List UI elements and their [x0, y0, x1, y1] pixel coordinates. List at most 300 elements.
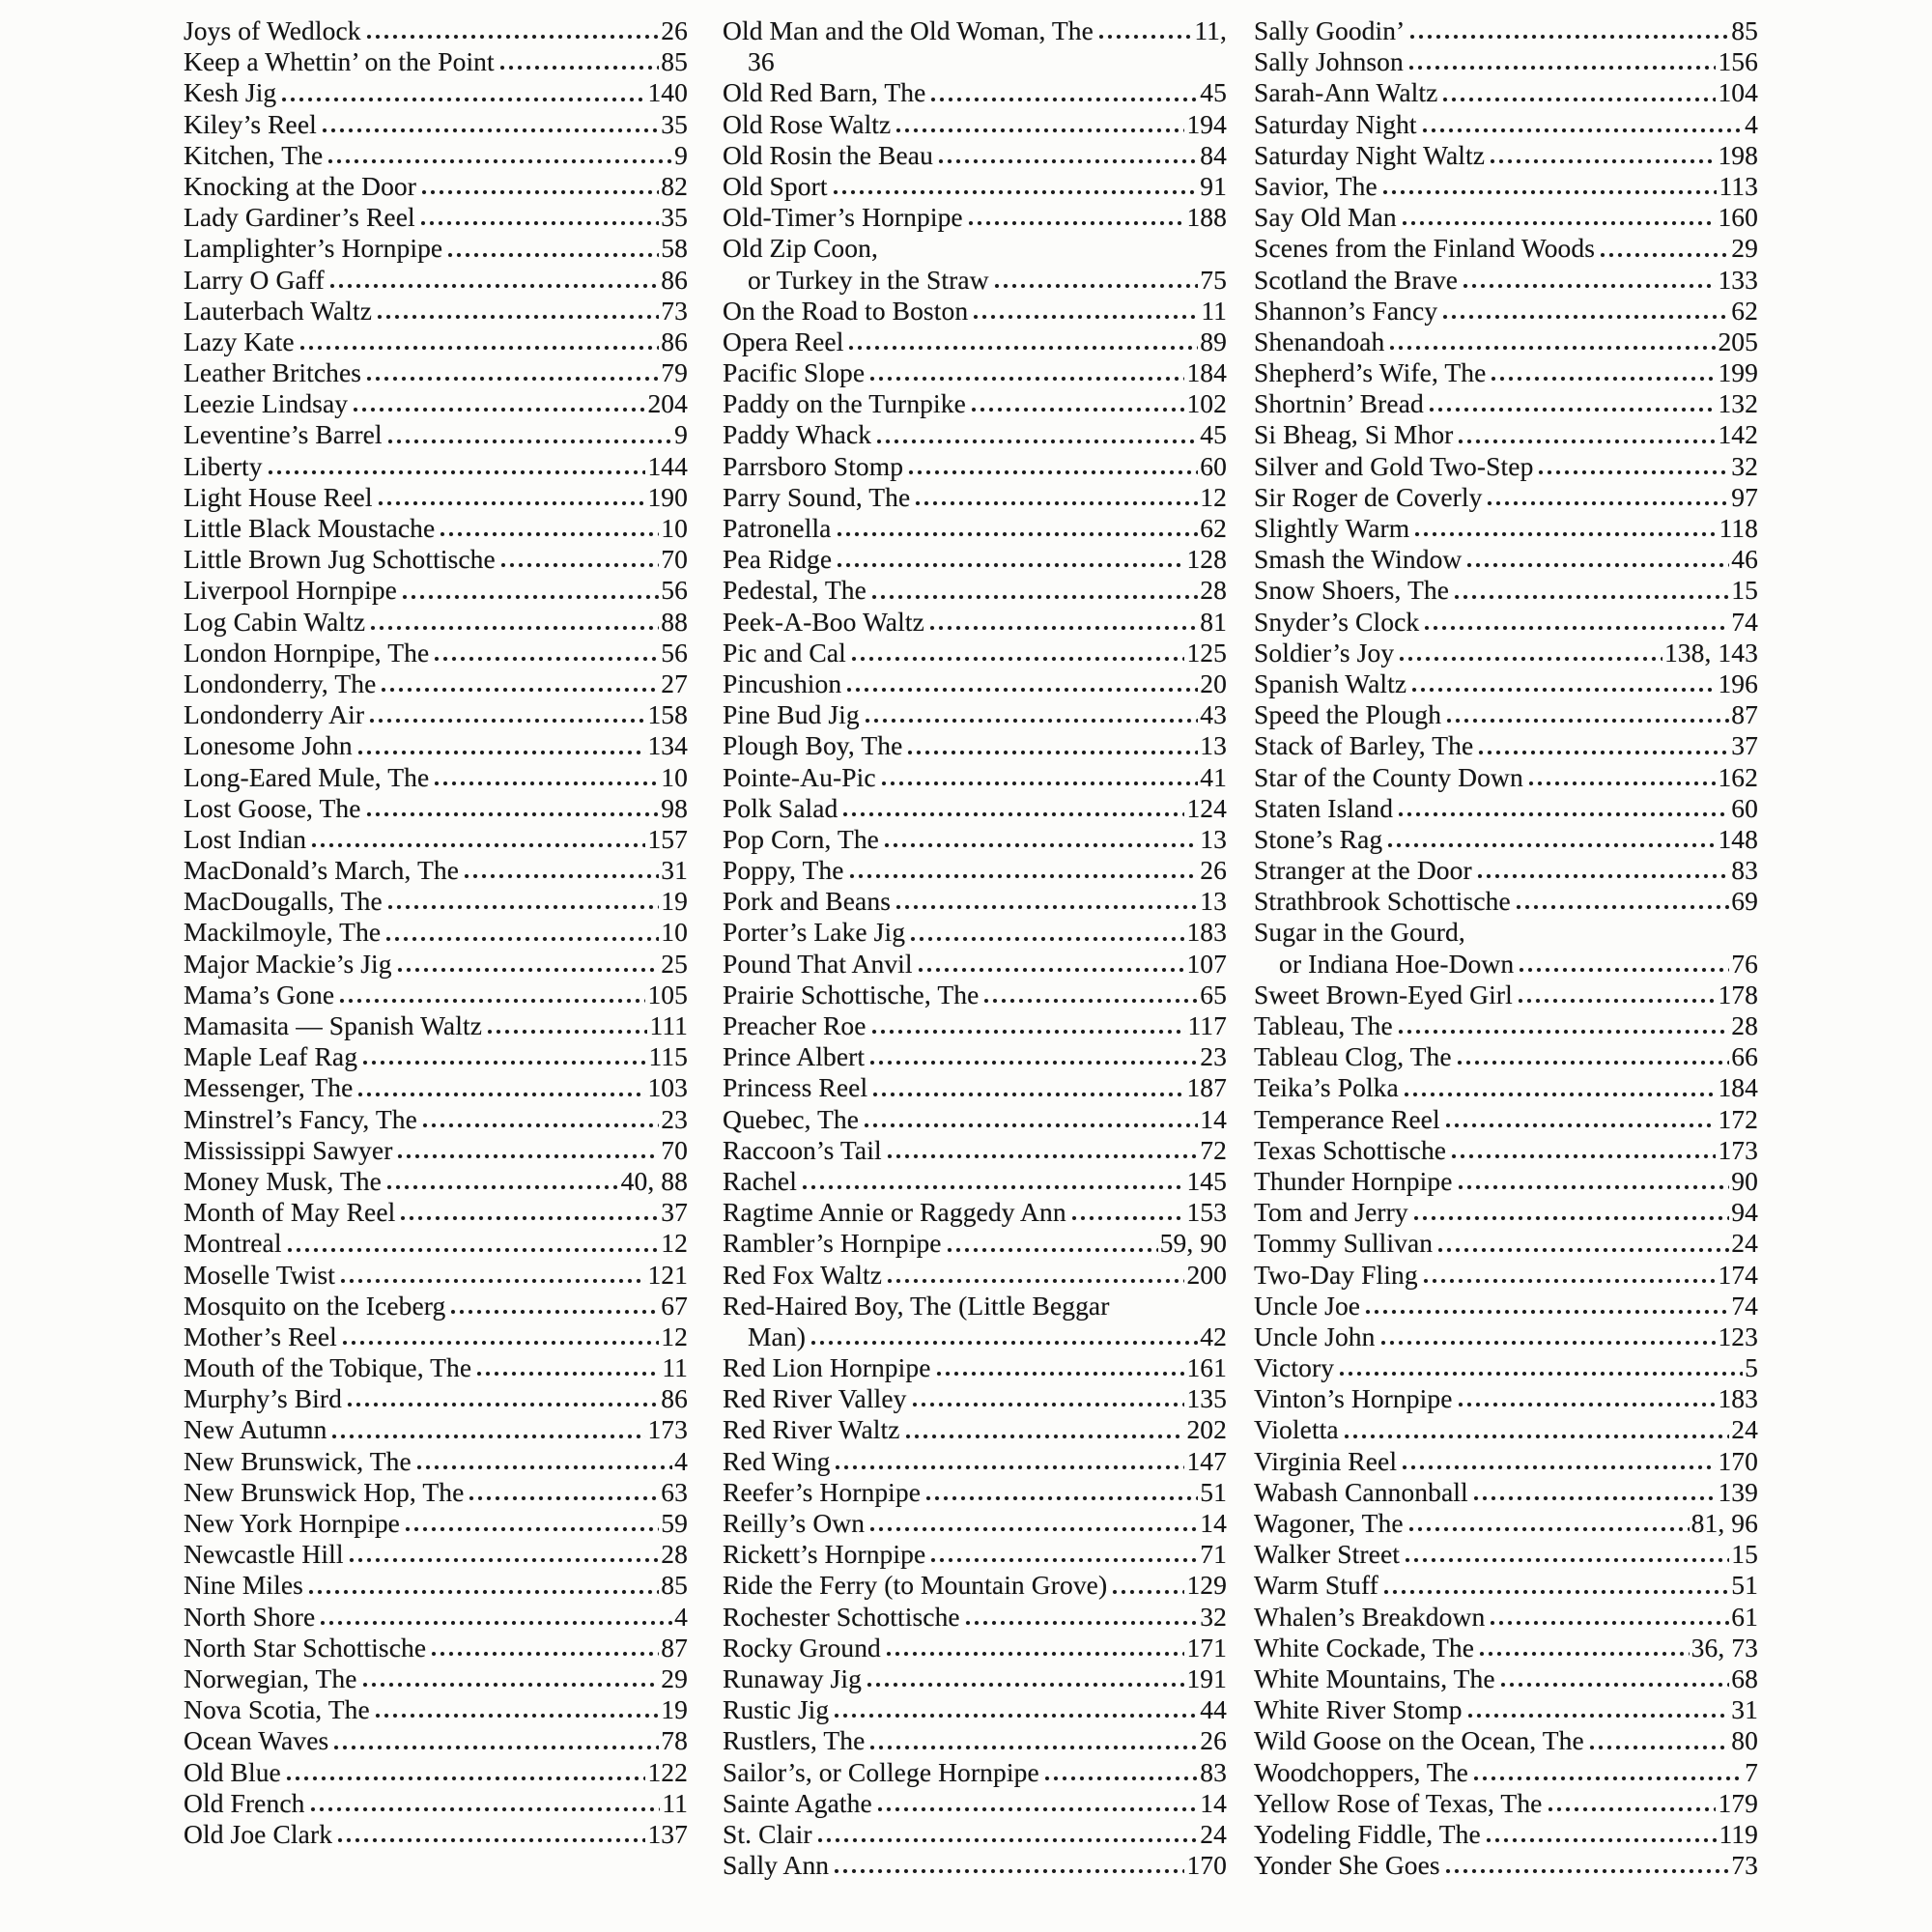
- entry-page-number: 83: [1200, 1756, 1227, 1787]
- index-entry: [184, 762, 688, 793]
- index-entry: [184, 109, 688, 140]
- entry-title: Sarah-Ann Waltz: [1254, 77, 1438, 108]
- dot-leader: [930, 97, 1198, 102]
- dot-leader: [366, 811, 660, 817]
- index-entry: [1254, 980, 1758, 1010]
- index-entry: [184, 1104, 688, 1135]
- index-entry: [723, 1041, 1227, 1072]
- entry-page-number: 133: [1718, 264, 1758, 295]
- entry-title: Spanish Waltz: [1254, 668, 1407, 698]
- entry-page-number: 37: [1731, 730, 1758, 761]
- index-entry: [1254, 1228, 1758, 1259]
- dot-leader: [1467, 1713, 1730, 1719]
- index-entry: [1254, 607, 1758, 638]
- entry-page-number: 4: [674, 1601, 688, 1632]
- index-entry: [184, 46, 688, 77]
- entry-page-number: 148: [1718, 823, 1758, 854]
- entry-title: Shepherd’s Wife, The: [1254, 357, 1487, 388]
- entry-title: Leezie Lindsay: [184, 388, 349, 419]
- dot-leader: [337, 1837, 645, 1843]
- index-entry: [184, 265, 688, 296]
- index-entry: [1254, 140, 1758, 171]
- entry-title: Pork and Beans: [723, 886, 892, 917]
- entry-title: Warm Stuff: [1254, 1570, 1378, 1601]
- dot-leader: [833, 189, 1199, 195]
- entry-title: Uncle John: [1254, 1321, 1376, 1351]
- dot-leader: [1411, 687, 1716, 693]
- entry-page-number: 13: [1200, 886, 1227, 917]
- dot-leader: [802, 1184, 1184, 1190]
- entry-page-number: 65: [1200, 979, 1227, 1009]
- dot-leader: [1112, 1589, 1184, 1595]
- dot-leader: [370, 625, 659, 631]
- dot-leader: [907, 750, 1198, 755]
- entry-title: Old-Timer’s Hornpipe: [723, 202, 963, 233]
- entry-title: New Brunswick, The: [184, 1445, 412, 1476]
- entry-page-number: 202: [1186, 1414, 1227, 1445]
- dot-leader: [310, 1806, 661, 1812]
- index-entry: [184, 202, 688, 233]
- entry-page-number: 137: [647, 1818, 688, 1849]
- index-entry: [723, 77, 1227, 108]
- dot-leader: [431, 1651, 659, 1657]
- entry-page-number: 81, 96: [1690, 1508, 1758, 1538]
- entry-title: Two-Day Fling: [1254, 1259, 1418, 1290]
- entry-title: Sally Goodin’: [1254, 15, 1406, 45]
- entry-title: Soldier’s Joy: [1254, 637, 1395, 668]
- index-entry: [184, 1570, 688, 1601]
- dot-leader: [973, 314, 1199, 320]
- entry-page-number: 104: [1718, 77, 1758, 108]
- entry-title: Red Wing: [723, 1445, 831, 1476]
- entry-page-number: 198: [1718, 139, 1758, 170]
- dot-leader: [912, 1402, 1185, 1407]
- entry-page-number: 31: [661, 855, 688, 886]
- entry-title: Sailor’s, or College Hornpipe: [723, 1756, 1039, 1787]
- entry-title: Parrsboro Stomp: [723, 450, 904, 481]
- entry-page-number: 23: [1200, 1041, 1227, 1072]
- index-entry: [723, 1260, 1227, 1291]
- entry-title: Shannon’s Fancy: [1254, 295, 1438, 326]
- index-entry: [723, 1352, 1227, 1383]
- entry-title: Stranger at the Door: [1254, 855, 1472, 886]
- entry-title: Paddy Whack: [723, 419, 872, 450]
- entry-page-number: 51: [1731, 1570, 1758, 1601]
- entry-page-number: 7: [1745, 1756, 1758, 1787]
- dot-leader: [1071, 1215, 1185, 1221]
- index-entry: [184, 1321, 688, 1352]
- index-entry: [184, 1260, 688, 1291]
- entry-title: New Autumn: [184, 1414, 327, 1445]
- dot-leader: [872, 1092, 1184, 1097]
- dot-leader: [886, 1651, 1185, 1657]
- dot-leader: [386, 1184, 619, 1190]
- entry-page-number: 83: [1731, 855, 1758, 886]
- index-entry: [723, 1383, 1227, 1414]
- entry-title: Kitchen, The: [184, 139, 324, 170]
- entry-title: Thunder Hornpipe: [1254, 1165, 1453, 1196]
- dot-leader: [1389, 345, 1716, 351]
- dot-leader: [1466, 562, 1729, 568]
- dot-leader: [1491, 376, 1716, 382]
- entry-page-number: 87: [1731, 699, 1758, 730]
- entry-page-number: 14: [1200, 1103, 1227, 1134]
- entry-title: Londonderry Air: [184, 699, 365, 730]
- entry-title: Mosquito on the Iceberg: [184, 1290, 446, 1321]
- entry-page-number: 161: [1186, 1352, 1227, 1383]
- dot-leader: [1478, 750, 1729, 755]
- dot-leader: [405, 1526, 659, 1532]
- index-entry: [184, 357, 688, 388]
- entry-title: Liverpool Hornpipe: [184, 575, 397, 606]
- index-entry: [723, 1694, 1227, 1725]
- entry-page-number: 113: [1719, 170, 1758, 201]
- index-entry: [184, 1663, 688, 1694]
- entry-title: Log Cabin Waltz: [184, 606, 366, 637]
- index-entry: [1254, 1135, 1758, 1166]
- entry-page-number: 74: [1731, 1290, 1758, 1321]
- entry-page-number: 62: [1731, 295, 1758, 326]
- entry-title: Texas Schottische: [1254, 1134, 1447, 1165]
- dot-leader: [450, 1309, 659, 1315]
- index-entry: [1254, 1166, 1758, 1197]
- index-entry: [723, 140, 1227, 171]
- index-entry: [723, 1291, 1227, 1321]
- entry-page-number: 60: [1731, 792, 1758, 823]
- dot-leader: [871, 1029, 1186, 1035]
- entry-title: Lamplighter’s Hornpipe: [184, 233, 443, 264]
- entry-title: Pointe-Au-Pic: [723, 761, 876, 792]
- index-entry: [723, 1757, 1227, 1788]
- entry-title: Little Brown Jug Schottische: [184, 544, 496, 575]
- index-entry: [1254, 1757, 1758, 1788]
- entry-title: or Indiana Hoe-Down: [1279, 948, 1515, 979]
- entry-page-number: 76: [1731, 948, 1758, 979]
- entry-title: Shortnin’ Bread: [1254, 388, 1424, 419]
- entry-title: Woodchoppers, The: [1254, 1756, 1468, 1787]
- dot-leader: [971, 407, 1185, 412]
- index-entry: [723, 513, 1227, 544]
- entry-title: Tableau Clog, The: [1254, 1041, 1452, 1072]
- entry-page-number: 184: [1718, 1072, 1758, 1103]
- entry-page-number: 79: [661, 357, 688, 388]
- entry-page-number: 184: [1186, 357, 1227, 388]
- entry-page-number: 191: [1186, 1662, 1227, 1693]
- entry-title: Mississippi Sawyer: [184, 1134, 393, 1165]
- entry-title: North Shore: [184, 1601, 316, 1632]
- dot-leader: [1344, 1434, 1730, 1439]
- entry-page-number: 11: [1201, 295, 1227, 326]
- dot-leader: [1422, 128, 1743, 133]
- dot-leader: [929, 625, 1198, 631]
- entry-page-number: 67: [661, 1290, 688, 1321]
- entry-page-number: 14: [1200, 1508, 1227, 1538]
- entry-title: Old Blue: [184, 1756, 281, 1787]
- entry-page-number: 138, 143: [1663, 637, 1758, 668]
- dot-leader: [1383, 1589, 1729, 1595]
- entry-page-number: 111: [649, 1010, 688, 1040]
- index-entry: [723, 730, 1227, 761]
- dot-leader: [983, 998, 1198, 1004]
- index-entry: [1254, 699, 1758, 730]
- entry-page-number: 179: [1718, 1787, 1758, 1818]
- entry-page-number: 145: [1186, 1165, 1227, 1196]
- entry-page-number: 174: [1718, 1259, 1758, 1290]
- index-entry: [723, 1010, 1227, 1041]
- entry-title: Minstrel’s Fancy, The: [184, 1103, 417, 1134]
- dot-leader: [1473, 1495, 1717, 1501]
- entry-title: Wild Goose on the Ocean, The: [1254, 1725, 1584, 1756]
- index-entry: [723, 1446, 1227, 1477]
- entry-title: Pedestal, The: [723, 575, 867, 606]
- dot-leader: [887, 1153, 1199, 1159]
- entry-title: Wagoner, The: [1254, 1508, 1404, 1538]
- entry-page-number: 25: [661, 948, 688, 979]
- entry-page-number: 86: [661, 1383, 688, 1414]
- dot-leader: [895, 904, 1198, 910]
- dot-leader: [947, 1247, 1158, 1253]
- entry-title: Virginia Reel: [1254, 1445, 1398, 1476]
- entry-page-number: 12: [1200, 481, 1227, 512]
- entry-page-number: 173: [647, 1414, 688, 1445]
- dot-leader: [871, 594, 1198, 600]
- index-entry: [184, 1414, 688, 1445]
- dot-leader: [1339, 1371, 1743, 1377]
- dot-leader: [1413, 1215, 1730, 1221]
- index-entry: [184, 1041, 688, 1072]
- dot-leader: [308, 1589, 659, 1595]
- dot-leader: [1408, 65, 1717, 71]
- entry-page-number: 80: [1731, 1725, 1758, 1756]
- entry-page-number: 102: [1186, 388, 1227, 419]
- index-column-3: [1254, 15, 1758, 1881]
- index-entry: [1254, 109, 1758, 140]
- entry-title: Messenger, The: [184, 1072, 354, 1103]
- index-entry: [184, 855, 688, 886]
- index-entry: [1254, 949, 1758, 980]
- entry-page-number: 10: [661, 917, 688, 948]
- entry-title: Mouth of the Tobique, The: [184, 1352, 472, 1383]
- dot-leader: [1457, 1060, 1730, 1065]
- index-entry: [1254, 1072, 1758, 1103]
- entry-title: Leather Britches: [184, 357, 362, 388]
- entry-title: Opera Reel: [723, 326, 844, 356]
- dot-leader: [1414, 531, 1717, 537]
- entry-page-number: 125: [1186, 637, 1227, 668]
- entry-title: Lonesome John: [184, 730, 353, 761]
- dot-leader: [877, 1806, 1198, 1812]
- index-entry: [184, 1725, 688, 1756]
- index-entry: [184, 824, 688, 855]
- index-entry: [723, 265, 1227, 296]
- index-entry: [1254, 1539, 1758, 1570]
- entry-title: Victory: [1254, 1352, 1335, 1383]
- entry-page-number: 59: [661, 1508, 688, 1538]
- entry-title: Vinton’s Hornpipe: [1254, 1383, 1453, 1414]
- entry-page-number: 200: [1186, 1259, 1227, 1290]
- dot-leader: [887, 1278, 1184, 1284]
- entry-page-number: 128: [1186, 544, 1227, 575]
- entry-title: White Mountains, The: [1254, 1662, 1495, 1693]
- index-entry: [1254, 171, 1758, 202]
- index-entry: [723, 451, 1227, 482]
- dot-leader: [500, 562, 659, 568]
- entry-page-number: 70: [661, 544, 688, 575]
- index-entry: [1254, 1725, 1758, 1756]
- index-entry: [184, 730, 688, 761]
- entry-page-number: 142: [1718, 419, 1758, 450]
- dot-leader: [1398, 811, 1729, 817]
- dot-leader: [864, 1122, 1198, 1128]
- entry-page-number: 91: [1200, 170, 1227, 201]
- entry-title: Temperance Reel: [1254, 1103, 1440, 1134]
- entry-page-number: 117: [1187, 1010, 1227, 1040]
- dot-leader: [400, 1215, 659, 1221]
- entry-page-number: 187: [1186, 1072, 1227, 1103]
- entry-title: Stack of Barley, The: [1254, 730, 1474, 761]
- index-entry: [723, 668, 1227, 699]
- entry-page-number: 118: [1719, 513, 1758, 543]
- dot-leader: [925, 1495, 1198, 1501]
- entry-title: Yodeling Fiddle, The: [1254, 1818, 1481, 1849]
- entry-title: Sir Roger de Coverly: [1254, 481, 1483, 512]
- index-entry: [1254, 1352, 1758, 1383]
- dot-leader: [834, 1713, 1198, 1719]
- index-entry: [1254, 265, 1758, 296]
- entry-title: Little Black Moustache: [184, 513, 436, 543]
- index-entry: [184, 419, 688, 450]
- dot-leader: [327, 158, 672, 164]
- dot-leader: [1446, 718, 1729, 724]
- dot-leader: [381, 687, 659, 693]
- dot-leader: [378, 500, 646, 506]
- entry-title: Red River Waltz: [723, 1414, 900, 1445]
- index-entry: [723, 15, 1227, 46]
- index-entry: [723, 793, 1227, 824]
- entry-page-number: 28: [1200, 575, 1227, 606]
- entry-title: Lazy Kate: [184, 326, 295, 356]
- entry-page-number: 157: [647, 823, 688, 854]
- dot-leader: [322, 128, 659, 133]
- index-entry: [723, 46, 1227, 77]
- index-entry: [723, 980, 1227, 1010]
- entry-page-number: 105: [647, 979, 688, 1009]
- entry-title: Peek-A-Boo Waltz: [723, 606, 924, 637]
- entry-title: Walker Street: [1254, 1539, 1401, 1570]
- entry-page-number: 35: [661, 108, 688, 139]
- entry-page-number: 94: [1731, 1197, 1758, 1228]
- index-entry: [1254, 1602, 1758, 1633]
- index-entry: [723, 202, 1227, 233]
- entry-page-number: 28: [1731, 1010, 1758, 1040]
- dot-leader: [1399, 656, 1662, 662]
- entry-title: Mackilmoyle, The: [184, 917, 382, 948]
- index-entry: [723, 1663, 1227, 1694]
- entry-page-number: 12: [661, 1321, 688, 1351]
- index-entry: [1254, 1321, 1758, 1352]
- entry-page-number: 23: [661, 1103, 688, 1134]
- index-entry: [723, 886, 1227, 917]
- dot-leader: [1409, 34, 1729, 40]
- index-entry: [723, 357, 1227, 388]
- index-entry: [1254, 1446, 1758, 1477]
- entry-page-number: 132: [1718, 388, 1758, 419]
- dot-leader: [397, 967, 660, 973]
- index-entry: [184, 1197, 688, 1228]
- index-entry: [184, 668, 688, 699]
- entry-title: Yellow Rose of Texas, The: [1254, 1787, 1543, 1818]
- index-entry: [1254, 638, 1758, 668]
- entry-page-number: 11: [662, 1352, 688, 1383]
- dot-leader: [869, 1745, 1198, 1750]
- entry-title: Prairie Schottische, The: [723, 979, 980, 1009]
- index-entry: [723, 1104, 1227, 1135]
- entry-page-number: 58: [661, 233, 688, 264]
- index-entry: [184, 451, 688, 482]
- index-entry: [184, 575, 688, 606]
- entry-page-number: 124: [1186, 792, 1227, 823]
- entry-title: Maple Leaf Rag: [184, 1041, 358, 1072]
- index-entry: [1254, 77, 1758, 108]
- dot-leader: [930, 1557, 1198, 1563]
- dot-leader: [835, 1464, 1184, 1470]
- entry-title: Tableau, The: [1254, 1010, 1393, 1040]
- entry-page-number: 26: [1200, 1725, 1227, 1756]
- dot-leader: [865, 718, 1199, 724]
- dot-leader: [1479, 1651, 1690, 1657]
- dot-leader: [357, 1092, 645, 1097]
- index-entry: [723, 1135, 1227, 1166]
- entry-page-number: 4: [1745, 108, 1758, 139]
- entry-title: Violetta: [1254, 1414, 1339, 1445]
- index-entry: [723, 1228, 1227, 1259]
- entry-page-number: 158: [647, 699, 688, 730]
- index-entry: [1254, 855, 1758, 886]
- index-entry: [184, 638, 688, 668]
- entry-title: Lost Indian: [184, 823, 307, 854]
- entry-page-number: 24: [1200, 1818, 1227, 1849]
- index-entry: [184, 1291, 688, 1321]
- dot-leader: [837, 531, 1199, 537]
- dot-leader: [362, 1682, 660, 1688]
- entry-page-number: 56: [661, 637, 688, 668]
- dot-leader: [339, 998, 645, 1004]
- entry-title: Savior, The: [1254, 170, 1378, 201]
- dot-leader: [1405, 1557, 1729, 1563]
- dot-leader: [1538, 469, 1729, 475]
- entry-title: Old Zip Coon,: [723, 233, 878, 264]
- index-entry: [1254, 1477, 1758, 1508]
- entry-title: Preacher Roe: [723, 1010, 867, 1040]
- entry-title: Montreal: [184, 1228, 282, 1259]
- entry-page-number: 32: [1731, 450, 1758, 481]
- entry-page-number: 140: [647, 77, 688, 108]
- entry-title: Pic and Cal: [723, 637, 846, 668]
- dot-leader: [1437, 1247, 1729, 1253]
- dot-leader: [353, 407, 645, 412]
- index-entry: [1254, 15, 1758, 46]
- entry-title: Red Lion Hornpipe: [723, 1352, 931, 1383]
- index-entry: [723, 824, 1227, 855]
- dot-leader: [908, 469, 1198, 475]
- entry-title: New Brunswick Hop, The: [184, 1476, 465, 1507]
- index-entry: [723, 1477, 1227, 1508]
- index-entry: [184, 327, 688, 357]
- dot-leader: [1477, 873, 1730, 879]
- index-entry: [184, 1352, 688, 1383]
- entry-title: Joys of Wedlock: [184, 15, 361, 45]
- index-entry: [723, 1321, 1227, 1352]
